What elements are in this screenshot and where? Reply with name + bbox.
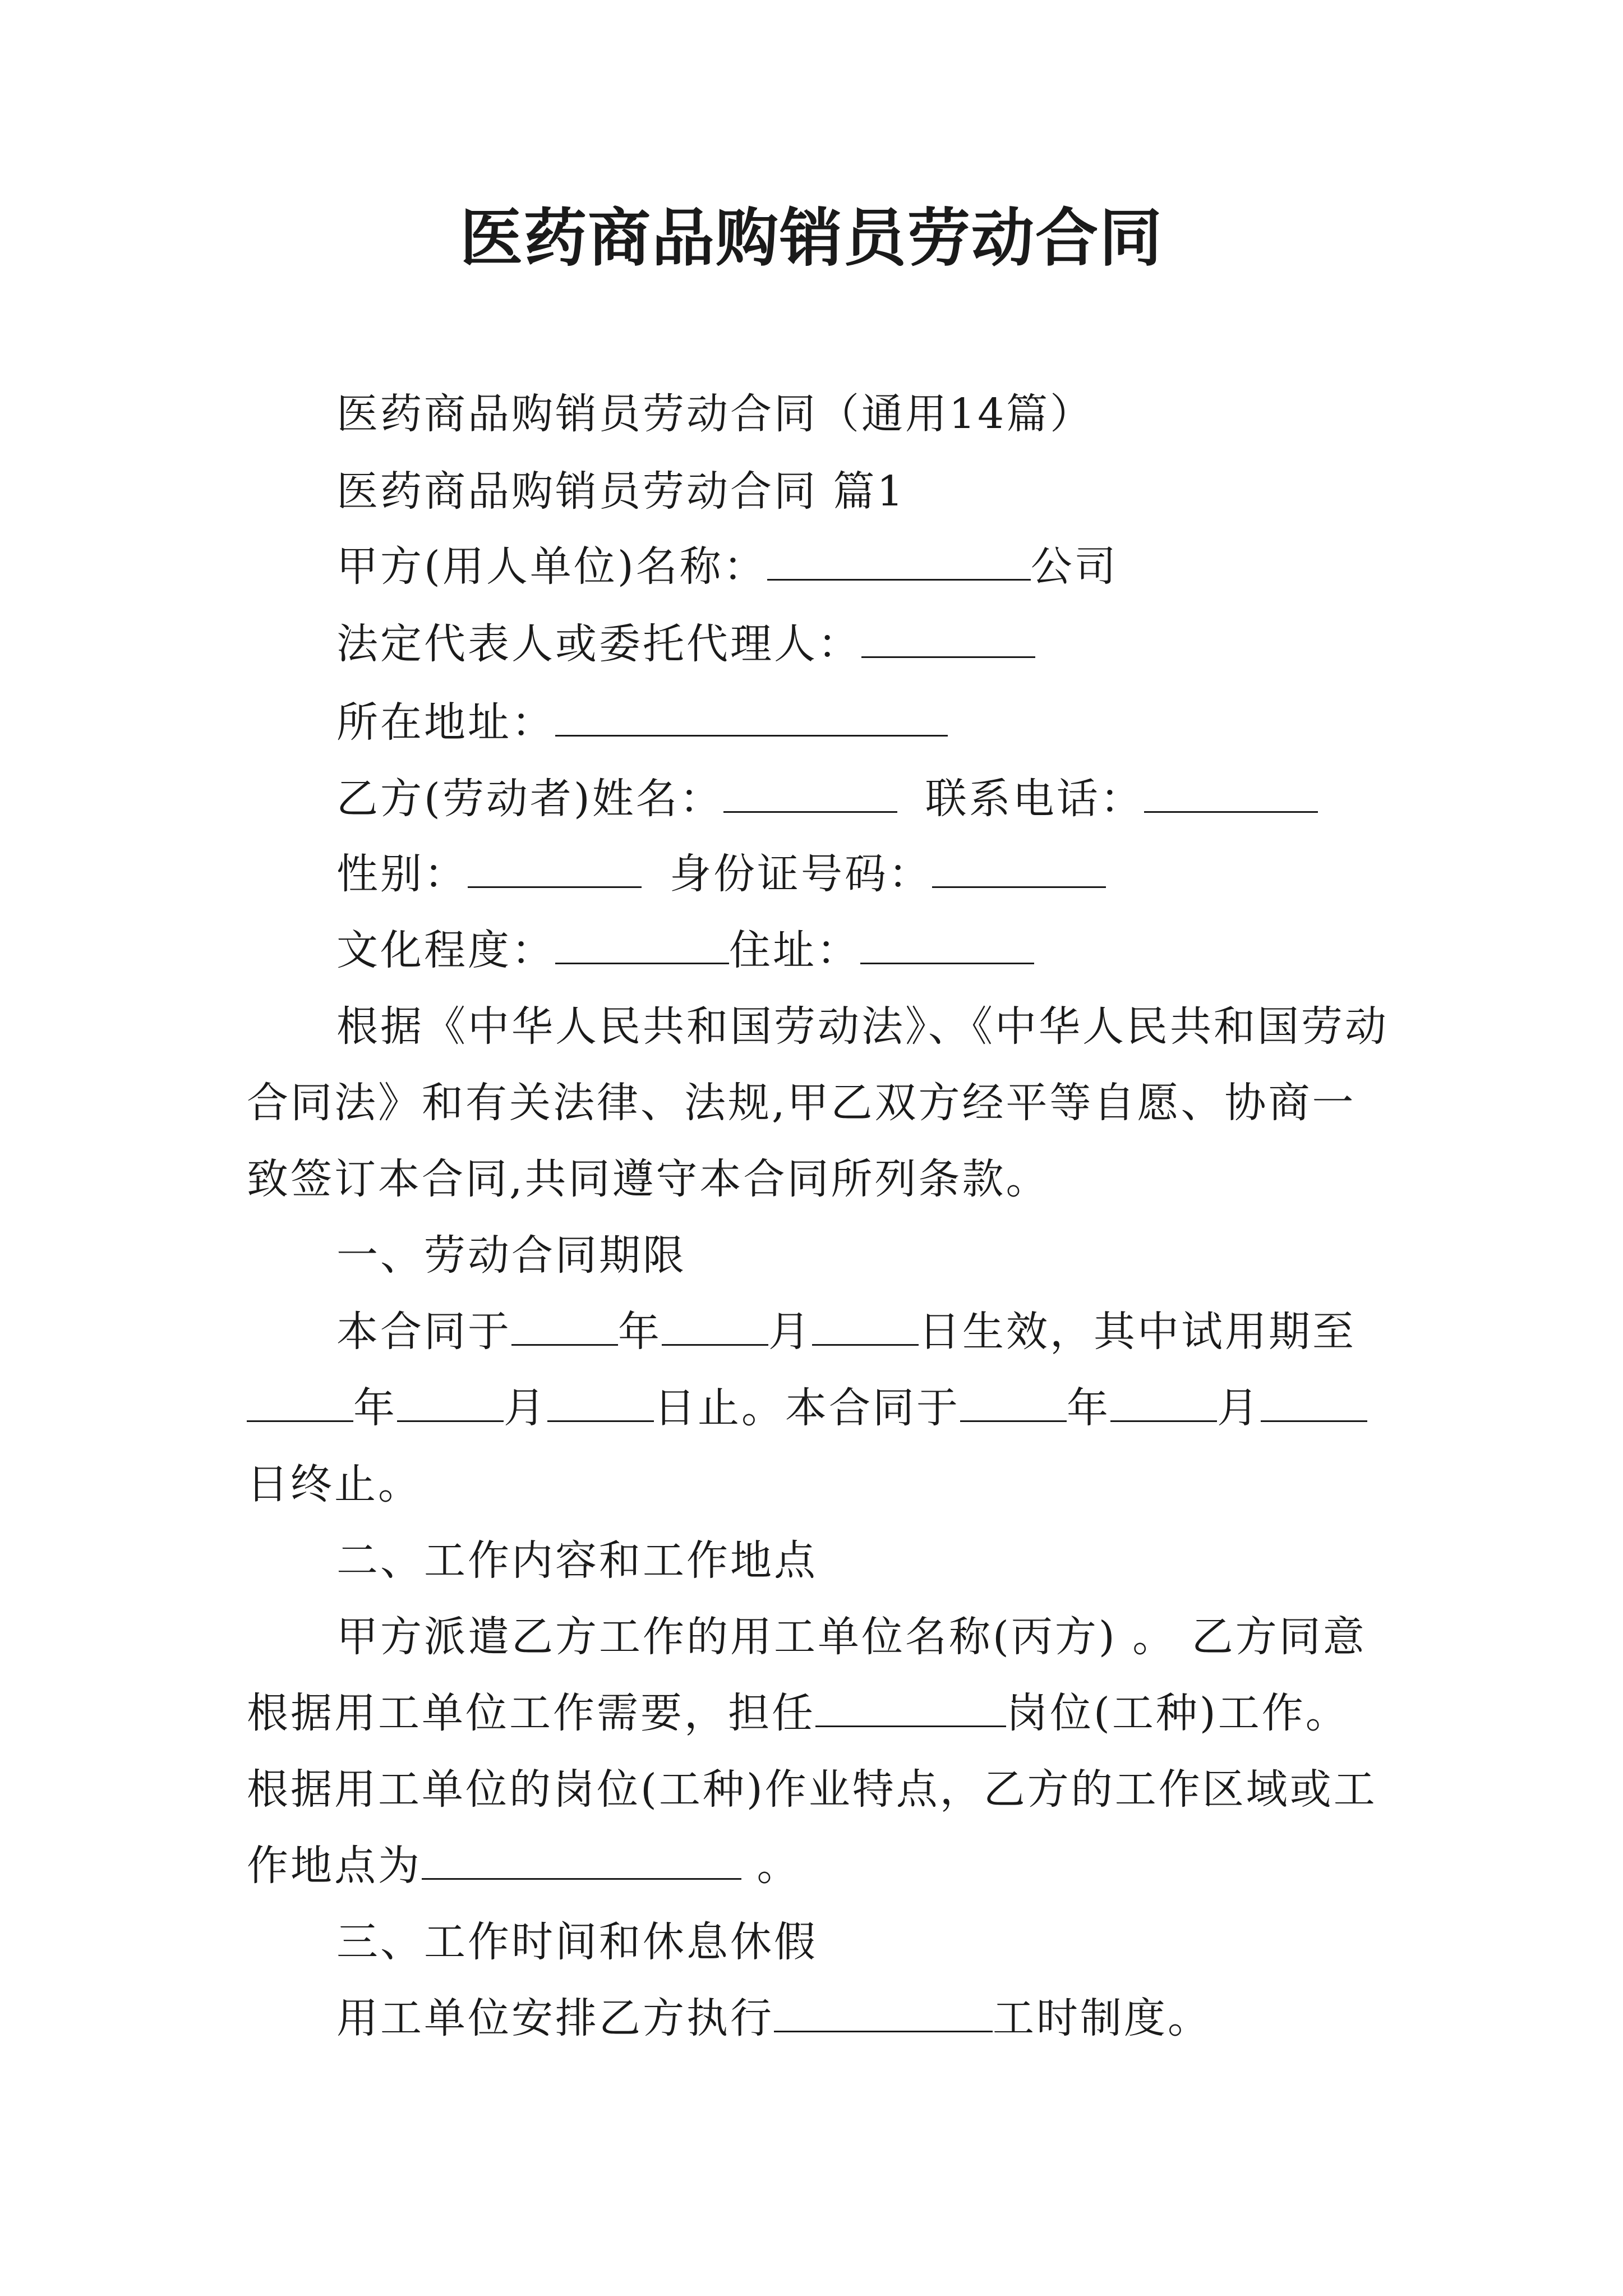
home-address-blank: [860, 928, 1034, 964]
work-location-blank: [422, 1843, 741, 1880]
education-blank: [555, 928, 729, 964]
gender-line: [336, 847, 1106, 901]
section-1-heading: 一、劳动合同期限: [336, 1231, 686, 1280]
work-line-3: 根据用工单位的岗位(工种)作业特点，乙方的工作区域或工: [247, 1765, 1377, 1814]
party-a-line: [336, 540, 1118, 593]
end-year-blank: [960, 1386, 1067, 1422]
id-number-blank: [932, 852, 1106, 888]
month-label: 月: [768, 1308, 812, 1356]
position-text: 根据用工单位工作需要，担任: [247, 1689, 815, 1737]
party-b-name-blank: [723, 776, 897, 813]
position-suffix: 岗位(工种)工作。: [1006, 1689, 1349, 1737]
work-line-2: [247, 1686, 1349, 1740]
party-a-suffix: 公司: [1030, 542, 1118, 591]
legal-rep-line: [336, 617, 1035, 671]
chapter-heading: 医药商品购销员劳动合同 篇1: [336, 467, 906, 516]
party-a-name-blank: [767, 544, 1031, 581]
work-location-text: 作地点为: [247, 1842, 422, 1890]
party-b-phone-label: 联系电话：: [925, 775, 1144, 823]
hours-line-1: [336, 1991, 1211, 2045]
work-line-1: 甲方派遣乙方工作的用工单位名称(丙方) 。 乙方同意: [336, 1613, 1367, 1661]
intro-line-2: 合同法》和有关法律、法规,甲乙双方经平等自愿、协商一: [247, 1079, 1356, 1127]
trial-year-blank: [247, 1386, 353, 1422]
work-location-suffix: 。: [741, 1842, 801, 1890]
section-3-heading: 三、工作时间和休息休假: [336, 1918, 818, 1966]
start-month-blank: [662, 1309, 768, 1346]
gender-blank: [468, 852, 642, 888]
section-2-heading: 二、工作内容和工作地点: [336, 1536, 818, 1585]
start-day-blank: [812, 1309, 919, 1346]
work-hours-blank: [774, 1996, 993, 2032]
party-a-label: 甲方(用人单位)名称：: [336, 542, 767, 591]
term-start-text: 本合同于: [336, 1308, 511, 1356]
id-number-label: 身份证号码：: [670, 850, 932, 898]
term-line-3: 日终止。: [247, 1460, 422, 1508]
intro-line-1: 根据《中华人民共和国劳动法》、《中华人民共和国劳动: [336, 1002, 1389, 1051]
subtitle: 医药商品购销员劳动合同（通用14篇）: [336, 390, 1094, 438]
address-line: [336, 696, 948, 749]
month-label: 月: [1217, 1384, 1261, 1432]
end-day-blank: [1261, 1386, 1367, 1422]
end-month-blank: [1110, 1386, 1217, 1422]
work-hours-suffix: 工时制度。: [993, 1994, 1211, 2042]
trial-month-blank: [397, 1386, 504, 1422]
legal-rep-label: 法定代表人或委托代理人：: [336, 620, 861, 668]
intro-line-3: 致签订本合同,共同遵守本合同所列条款。: [247, 1155, 1050, 1203]
effective-text: 日生效，其中试用期至: [919, 1308, 1356, 1356]
month-label: 月: [504, 1384, 547, 1432]
work-hours-text: 用工单位安排乙方执行: [336, 1994, 774, 2042]
year-label: 年: [1067, 1384, 1110, 1432]
address-blank: [555, 700, 948, 737]
education-label: 文化程度：: [336, 926, 555, 974]
home-address-label: 住址：: [729, 926, 860, 974]
trial-day-blank: [547, 1386, 654, 1422]
year-label: 年: [618, 1308, 662, 1356]
work-line-4: [247, 1839, 801, 1893]
party-b-line: [336, 772, 1318, 826]
gender-label: 性别：: [336, 850, 468, 898]
legal-rep-blank: [861, 622, 1035, 658]
position-blank: [815, 1691, 1006, 1727]
start-year-blank: [511, 1309, 618, 1346]
party-b-phone-blank: [1144, 776, 1318, 813]
trial-end-text: 日止。本合同于: [654, 1384, 960, 1432]
address-label: 所在地址：: [336, 698, 555, 747]
term-line-2: [247, 1381, 1367, 1435]
term-line-1: [336, 1305, 1356, 1359]
education-line: [336, 923, 1034, 977]
document-title: 医药商品购销员劳动合同: [460, 201, 1163, 275]
party-b-name-label: 乙方(劳动者)姓名：: [336, 775, 723, 823]
year-label: 年: [353, 1384, 397, 1432]
